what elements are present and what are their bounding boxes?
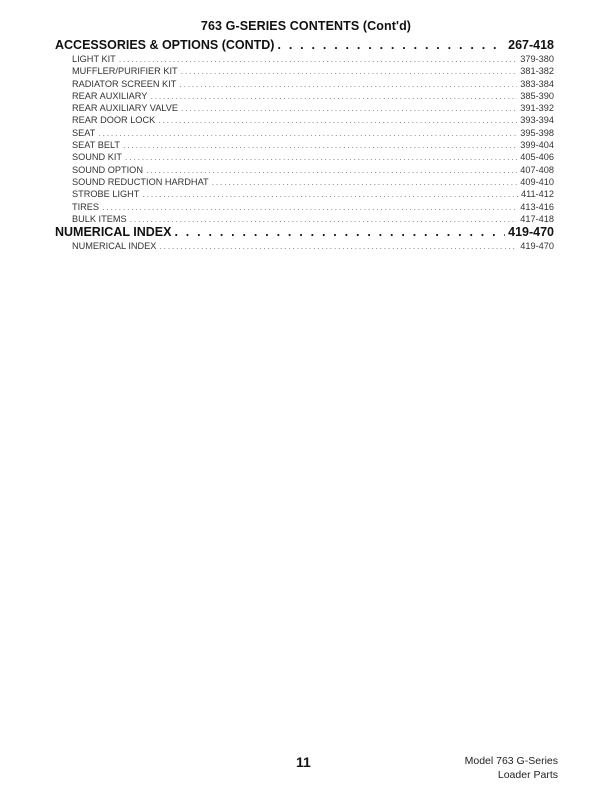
toc-item-rear-auxiliary[interactable] bbox=[55, 90, 554, 102]
toc-item-rear-auxiliary-valve[interactable] bbox=[55, 102, 554, 114]
toc-section-label: ACCESSORIES & OPTIONS (CONTD) bbox=[55, 38, 275, 52]
dot-leader bbox=[130, 213, 518, 225]
page-title: 763 G-SERIES CONTENTS (Cont'd) bbox=[200, 19, 412, 33]
page-number: 11 bbox=[296, 754, 311, 770]
toc-item-seat-belt[interactable] bbox=[55, 139, 554, 151]
toc-item-label: SOUND KIT bbox=[72, 152, 123, 163]
toc-item-label: SEAT BELT bbox=[72, 140, 120, 151]
toc-item-label: REAR DOOR LOCK bbox=[72, 115, 156, 126]
footer-model-info bbox=[465, 754, 558, 782]
toc-item-pages: 395-398 bbox=[520, 127, 554, 138]
toc-section-label: NUMERICAL INDEX bbox=[55, 225, 172, 240]
toc-item-pages: 411-412 bbox=[520, 189, 554, 200]
dot-leader bbox=[146, 164, 517, 176]
toc-item-light-kit[interactable] bbox=[55, 53, 554, 65]
toc-item-pages: 419-470 bbox=[520, 241, 554, 252]
toc-item-sound-option[interactable] bbox=[55, 164, 554, 176]
toc-item-pages: 379-380 bbox=[520, 54, 554, 64]
toc-item-pages: 399-404 bbox=[520, 140, 554, 151]
toc-item-muffler-purifier-kit[interactable] bbox=[55, 65, 554, 77]
dot-leader bbox=[125, 151, 517, 163]
toc-item-pages: 413-416 bbox=[520, 201, 554, 212]
toc-section-numerical-index[interactable] bbox=[55, 225, 554, 239]
toc-item-label: TIRES bbox=[72, 201, 100, 212]
toc-item-pages: 409-410 bbox=[520, 176, 554, 187]
dot-leader bbox=[102, 201, 517, 213]
dot-leader bbox=[158, 114, 517, 126]
toc-item-label: STROBE LIGHT bbox=[72, 189, 140, 200]
toc-item-numerical-index[interactable] bbox=[55, 240, 554, 252]
toc-item-label: REAR AUXILIARY bbox=[72, 90, 148, 101]
toc-item-pages: 383-384 bbox=[520, 78, 554, 89]
toc-item-strobe-light[interactable] bbox=[55, 188, 554, 200]
toc-item-pages: 405-406 bbox=[520, 152, 554, 163]
toc-item-pages: 393-394 bbox=[520, 115, 554, 126]
toc-section-pages: 267-418 bbox=[508, 38, 554, 52]
toc-item-label: RADIATOR SCREEN KIT bbox=[72, 78, 177, 89]
toc-item-pages: 407-408 bbox=[520, 164, 554, 175]
dot-leader bbox=[181, 65, 518, 77]
toc-item-label: NUMERICAL INDEX bbox=[72, 241, 157, 252]
toc-item-pages: 385-390 bbox=[520, 90, 554, 101]
toc-item-label: BULK ITEMS bbox=[72, 213, 127, 224]
footer-model-line: Model 763 G-Series bbox=[464, 755, 558, 767]
toc-item-bulk-items[interactable] bbox=[55, 213, 554, 225]
toc-section-pages: 419-470 bbox=[508, 225, 554, 240]
toc-item-seat[interactable] bbox=[55, 127, 554, 139]
dot-leader bbox=[179, 78, 517, 90]
toc-item-label: SEAT bbox=[72, 127, 96, 138]
dot-leader bbox=[159, 240, 517, 252]
toc-item-pages: 381-382 bbox=[520, 66, 554, 77]
footer-parts-line: Loader Parts bbox=[497, 769, 558, 781]
toc-item-label: MUFFLER/PURIFIER KIT bbox=[72, 66, 178, 77]
dot-leader bbox=[150, 90, 517, 102]
dot-leader bbox=[181, 102, 517, 114]
toc-item-sound-kit[interactable] bbox=[55, 151, 554, 163]
toc-section-accessories-options[interactable] bbox=[55, 38, 554, 52]
toc-item-pages: 417-418 bbox=[520, 213, 554, 224]
dot-leader bbox=[123, 139, 517, 151]
table-of-contents bbox=[55, 38, 554, 252]
toc-item-label: SOUND OPTION bbox=[72, 164, 143, 175]
dot-leader bbox=[212, 176, 518, 188]
toc-item-tires[interactable] bbox=[55, 201, 554, 213]
dot-leader bbox=[98, 127, 517, 139]
dot-leader bbox=[119, 53, 518, 65]
dot-leader bbox=[174, 225, 505, 239]
toc-item-label: REAR AUXILIARY VALVE bbox=[72, 103, 179, 114]
dot-leader bbox=[142, 188, 518, 200]
toc-item-radiator-screen-kit[interactable] bbox=[55, 78, 554, 90]
toc-item-sound-reduction-hardhat[interactable] bbox=[55, 176, 554, 188]
dot-leader bbox=[277, 38, 505, 52]
toc-item-rear-door-lock[interactable] bbox=[55, 114, 554, 126]
toc-item-pages: 391-392 bbox=[520, 103, 554, 114]
toc-item-label: SOUND REDUCTION HARDHAT bbox=[72, 176, 209, 187]
toc-item-label: LIGHT KIT bbox=[72, 54, 116, 64]
